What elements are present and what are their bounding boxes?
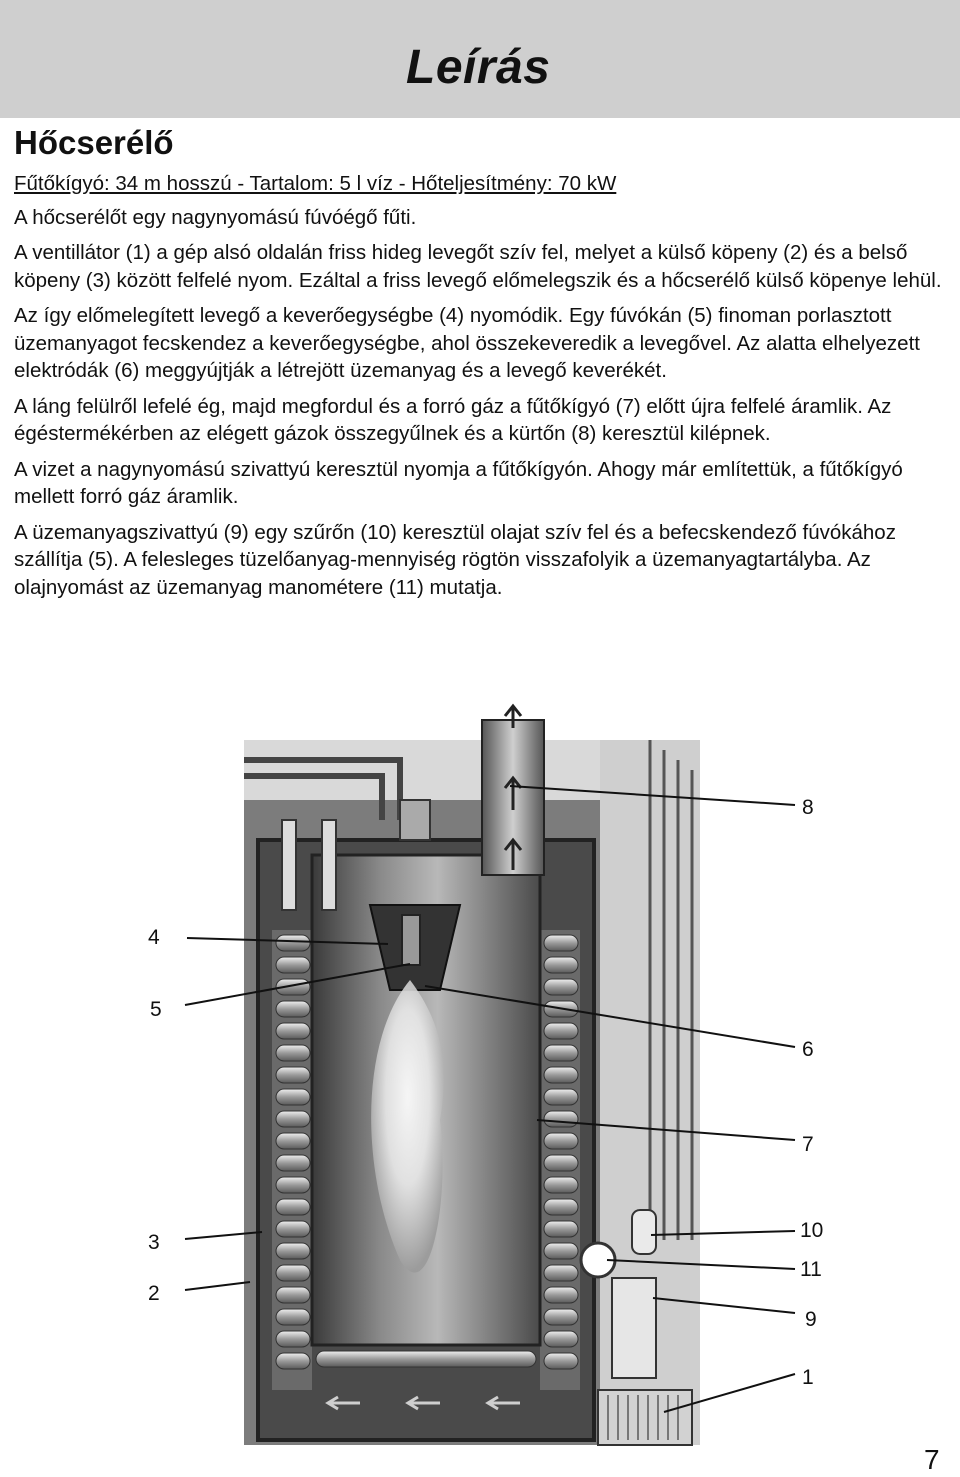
- coil-tube: [276, 1353, 310, 1369]
- body-text: [14, 170, 950, 609]
- coil-tube: [544, 1287, 578, 1303]
- coil-tube: [276, 935, 310, 951]
- paragraph-4: A láng felülről lefelé ég, majd megfordul és a forró gáz a fűtőkígyó (7) előtt újra felfelé áramlik. Az égéstermékérben az elégett gázok összegyűlnek és a kürtőn (8) keresztül kilépnek.: [14, 394, 892, 445]
- coil-tube: [544, 979, 578, 995]
- coil-tube: [544, 1067, 578, 1083]
- coil-tube: [544, 1089, 578, 1105]
- coil-tube: [544, 1353, 578, 1369]
- coil-tube: [544, 1243, 578, 1259]
- coil-tube: [276, 1067, 310, 1083]
- spec-line: Fűtőkígyó: 34 m hosszú - Tartalom: 5 l víz - Hőteljesítmény: 70 kW: [14, 172, 617, 195]
- coil-tube: [544, 1155, 578, 1171]
- injector-right: [322, 820, 336, 910]
- heat-exchanger-diagram: [0, 700, 960, 1460]
- coil-tube: [544, 1265, 578, 1281]
- page-number: 7: [924, 1444, 940, 1475]
- header-band: [0, 0, 960, 118]
- coil-tube: [276, 1023, 310, 1039]
- label-8: 8: [802, 796, 814, 819]
- label-6: 6: [802, 1038, 814, 1061]
- coil-tube: [544, 1133, 578, 1149]
- coil-tube: [276, 1001, 310, 1017]
- coil-tube: [276, 957, 310, 973]
- coil-tube: [276, 1133, 310, 1149]
- label-2: 2: [148, 1282, 160, 1305]
- injector-left: [282, 820, 296, 910]
- coil-tube: [544, 1023, 578, 1039]
- label-9: 9: [805, 1308, 817, 1331]
- coil-tube: [276, 1089, 310, 1105]
- coil-tube: [544, 1111, 578, 1127]
- coil-tube: [276, 1331, 310, 1347]
- coil-tube: [276, 1221, 310, 1237]
- coil-tube: [276, 1243, 310, 1259]
- coil-tube: [544, 1221, 578, 1237]
- fuel-filter: [632, 1210, 656, 1254]
- coil-tube: [276, 1309, 310, 1325]
- coil-tube: [276, 1287, 310, 1303]
- coil-tube: [276, 1199, 310, 1215]
- coil-tube: [544, 1331, 578, 1347]
- coil-tube: [544, 1309, 578, 1325]
- section-title: Hőcserélő: [14, 124, 174, 161]
- label-1: 1: [802, 1366, 814, 1389]
- coil-tube: [276, 1045, 310, 1061]
- coil-tube: [544, 935, 578, 951]
- coil-tube: [276, 1177, 310, 1193]
- coil-tube: [276, 1265, 310, 1281]
- label-7: 7: [802, 1133, 814, 1156]
- paragraph-3: Az így előmelegített levegő a keverőegységbe (4) nyomódik. Egy fúvókán (5) finoman porlasztott üzemanyagot fecskendez a keverőegységbe, ahol összekeveredik a levegővel. Az alatta elhelyezett elektródák (6) meggyújtják a létrejött üzemanyag és a levegő keverékét.: [14, 304, 920, 382]
- coil-tube: [544, 1199, 578, 1215]
- heat-exchanger-illustration: [0, 700, 960, 1460]
- page-title: Leírás: [406, 41, 551, 94]
- paragraph-6: A üzemanyagszivattyú (9) egy szűrőn (10) keresztül olajat szív fel és a befecskendező fúvókához szállítja (5). A felesleges tüzelőanyag-mennyiség rögtön visszafolyik a üzemanyagtartályba. Az olajnyomást az üzemanyag manométere (11) mutatja.: [14, 520, 896, 599]
- coil-tube: [544, 1045, 578, 1061]
- nozzle: [402, 915, 420, 965]
- paragraph-5: A vizet a nagynyomású szivattyú keresztül nyomja a fűtőkígyón. Ahogy már említettük, a fűtőkígyó mellett forró gáz áramlik.: [14, 457, 903, 508]
- label-11: 11: [800, 1258, 822, 1281]
- coil-tube: [544, 957, 578, 973]
- paragraph-2: A ventillátor (1) a gép alsó oldalán friss hideg levegőt szív fel, melyet a külső köpeny (2) és a belső köpeny (3) között felfelé nyom. Ezáltal a friss levegő előmelegszik és a hőcserélő külső köpenye lehül.: [14, 241, 942, 292]
- coil-tube: [276, 1111, 310, 1127]
- coil-tube: [544, 1177, 578, 1193]
- label-10: 10: [800, 1219, 824, 1242]
- coil-tube-bottom: [316, 1351, 536, 1367]
- paragraph-1: A hőcserélőt egy nagynyomású fúvóégő fűti.: [14, 205, 417, 229]
- label-5: 5: [150, 998, 162, 1021]
- top-connector: [400, 800, 430, 840]
- fuel-pump: [612, 1278, 656, 1378]
- coil-tube: [276, 1155, 310, 1171]
- label-4: 4: [148, 926, 160, 949]
- label-3: 3: [148, 1231, 160, 1254]
